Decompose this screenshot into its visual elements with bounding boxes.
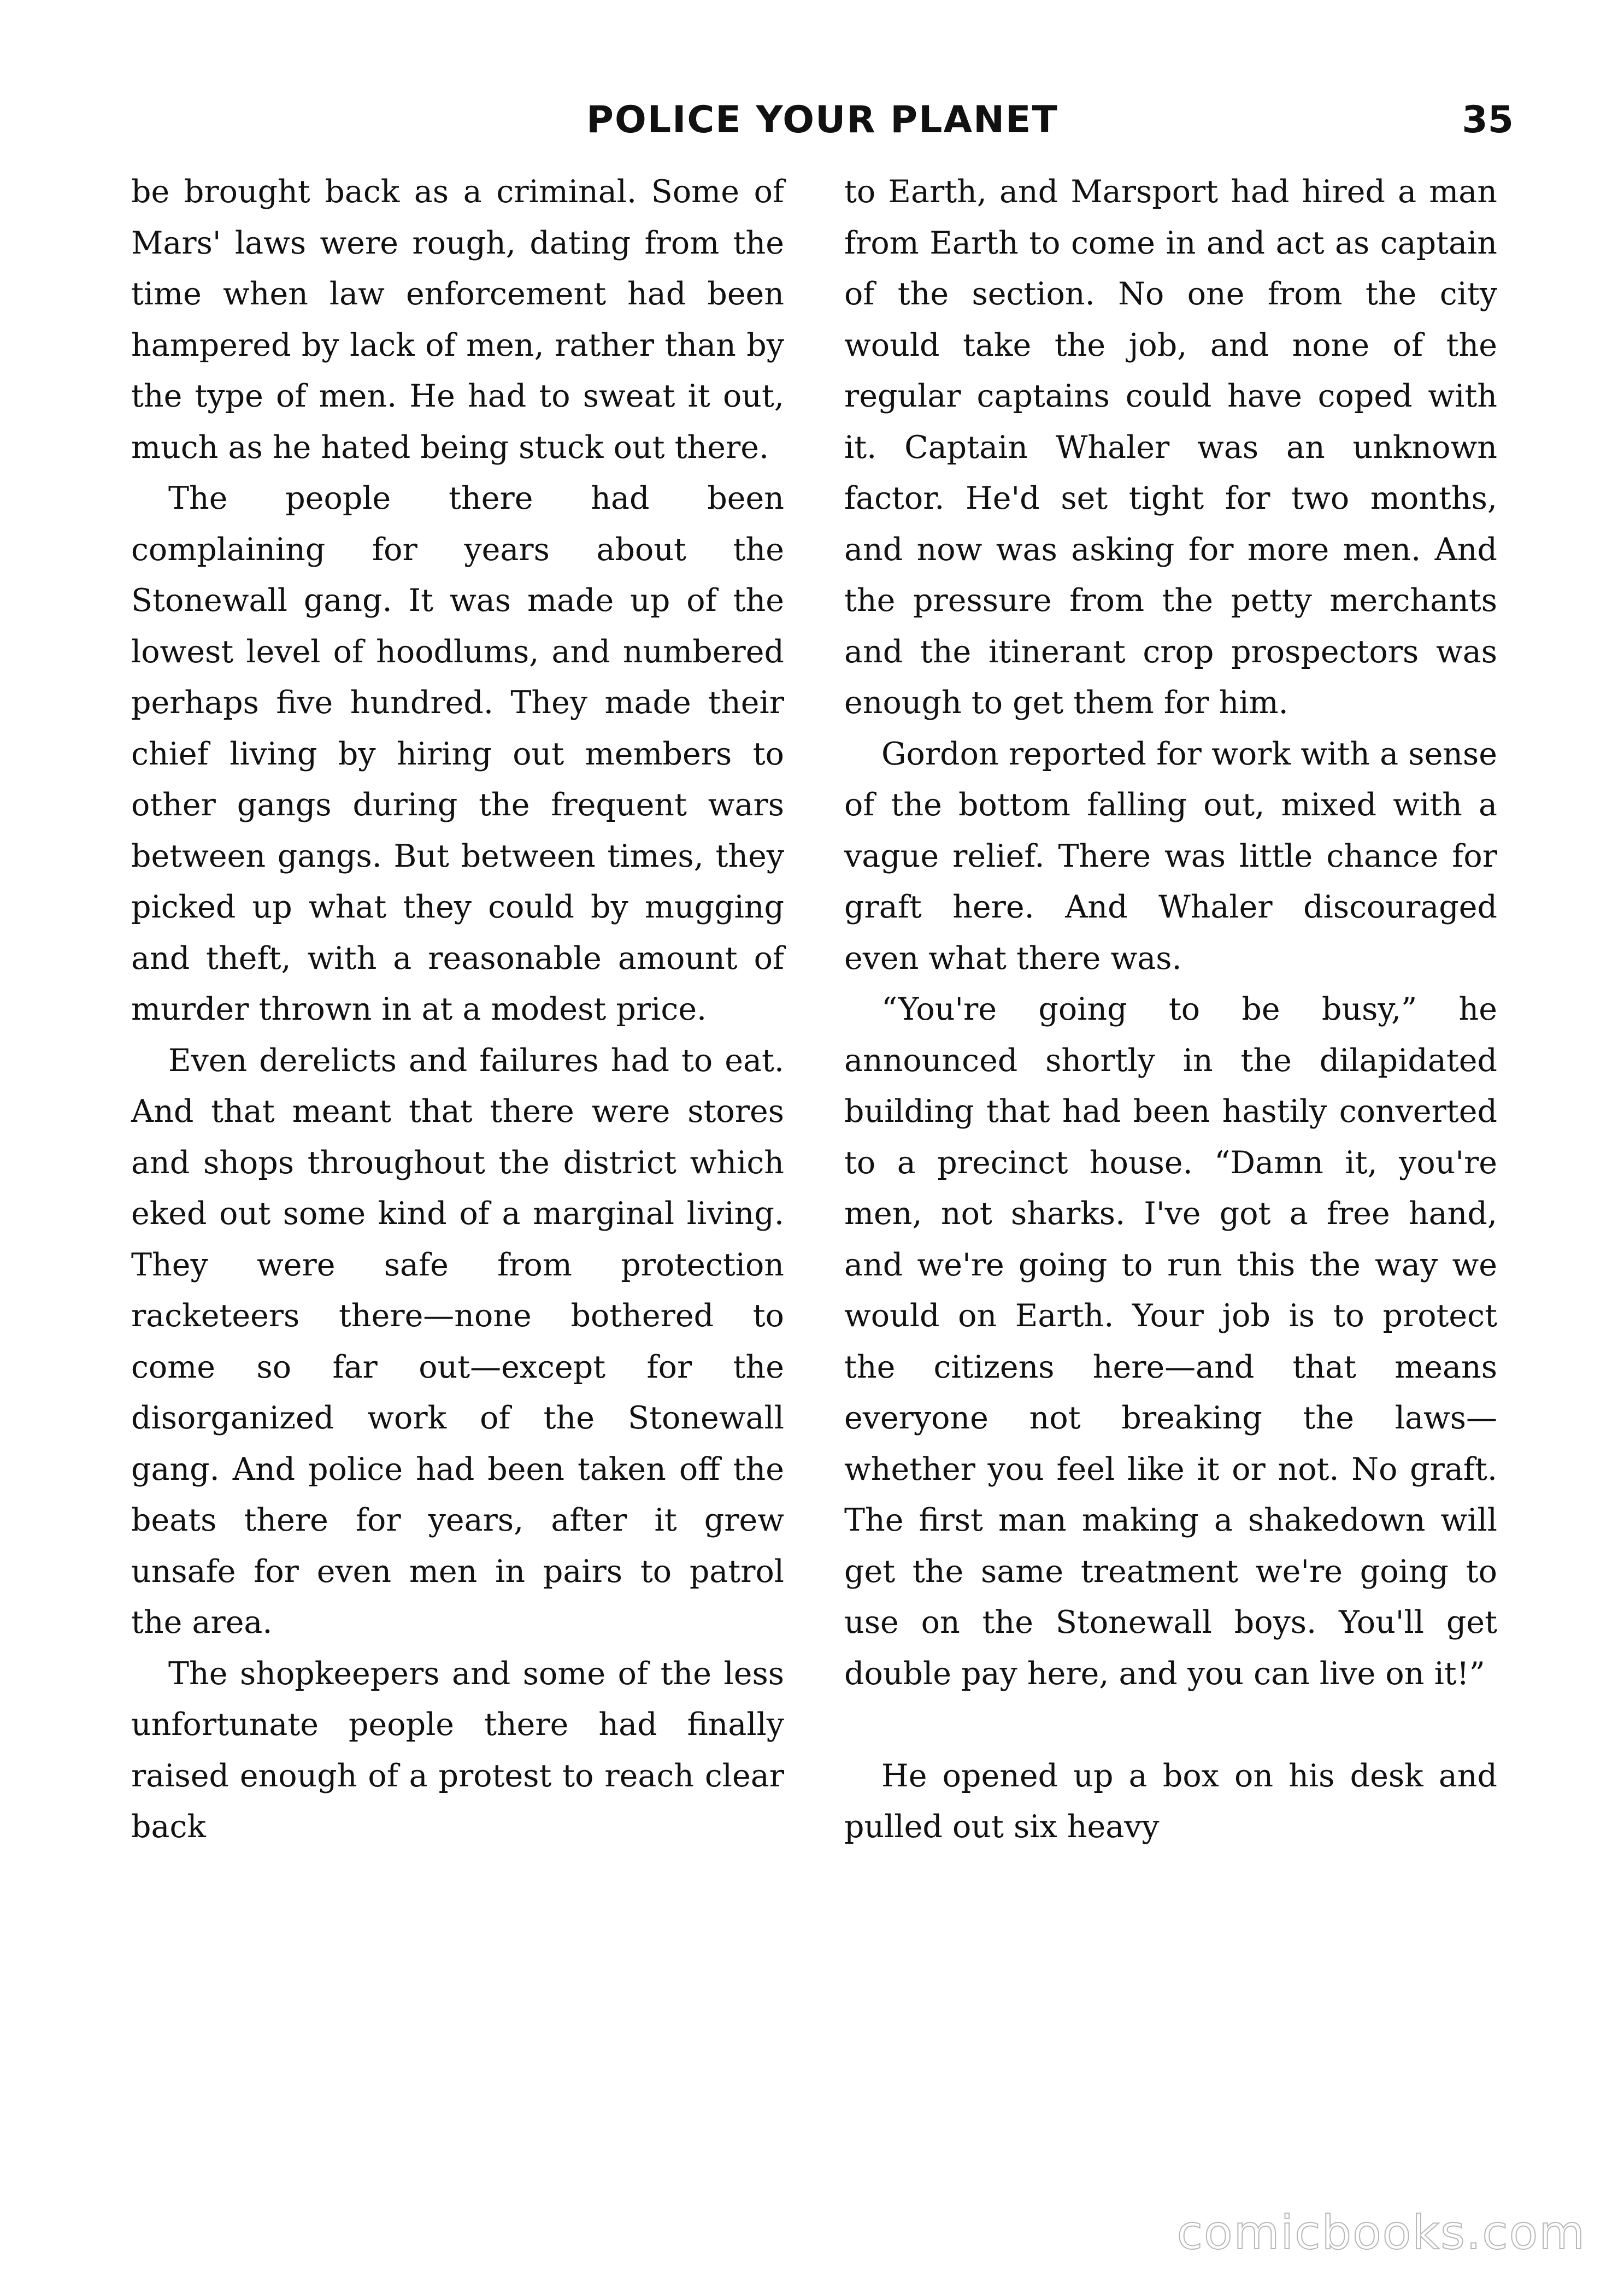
right-column <box>844 167 1497 1853</box>
paragraph: Even derelicts and failures had to eat. And that meant that there were stores and shops throughout the district which eked out some kind of a marginal living. They were safe from protection racketeers there—none bothered to come so far out—except for the disorganized work of the Stonewall gang. And police had been taken off the beats there for years, after it grew unsafe for even men in pairs to patrol the area. <box>131 1042 784 1640</box>
paragraph: The people there had been complaining for years about the Stonewall gang. It was made up of the lowest level of hoodlums, and numbered perhaps five hundred. They made their chief living by hiring out members to other gangs during the frequent wars between gangs. But between times, they picked up what they could by mugging and theft, with a reasonable amount of murder thrown in at a modest price. <box>131 480 784 1027</box>
paragraph: Gordon reported for work with a sense of the bottom falling out, mixed with a vague relief. There was little chance for graft here. And Whaler discouraged even what there was. <box>844 736 1497 977</box>
running-title: POLICE YOUR PLANET <box>586 98 1058 142</box>
paragraph: He opened up a box on his desk and pulled out six heavy <box>844 1757 1497 1845</box>
left-column <box>131 167 784 1853</box>
paragraph: The shopkeepers and some of the less unfortunate people there had finally raised enough of a protest to reach clear back <box>131 1655 784 1845</box>
paragraph: “You're going to be busy,” he announced shortly in the dilapidated building that had been hastily converted to a precinct house. “Damn it, you're men, not sharks. I've got a free hand, and we're going to run this the way we would on Earth. Your job is to protect the citizens here—and that means everyone not breaking the laws—whether you feel like it or not. No graft. The first man making a shakedown will get the same treatment we're going to use on the Stonewall boys. You'll get double pay here, and you can live on it!” <box>844 991 1497 1692</box>
watermark: comicbooks.com <box>1176 2205 1586 2260</box>
page-number: 35 <box>1462 98 1514 142</box>
paragraph: be brought back as a criminal. Some of Mars' laws were rough, dating from the time when law enforcement had been hampered by lack of men, rather than by the type of men. He had to sweat it out, much as he hated being stuck out there. <box>131 174 784 466</box>
paragraph: to Earth, and Marsport had hired a man from Earth to come in and act as captain of the section. No one from the city would take the job, and none of the regular captains could have coped with it. Captain Whaler was an unknown factor. He'd set tight for two months, and now was asking for more men. And the pressure from the petty merchants and the itinerant crop prospectors was enough to get them for him. <box>844 174 1497 721</box>
page-header <box>131 87 1514 153</box>
